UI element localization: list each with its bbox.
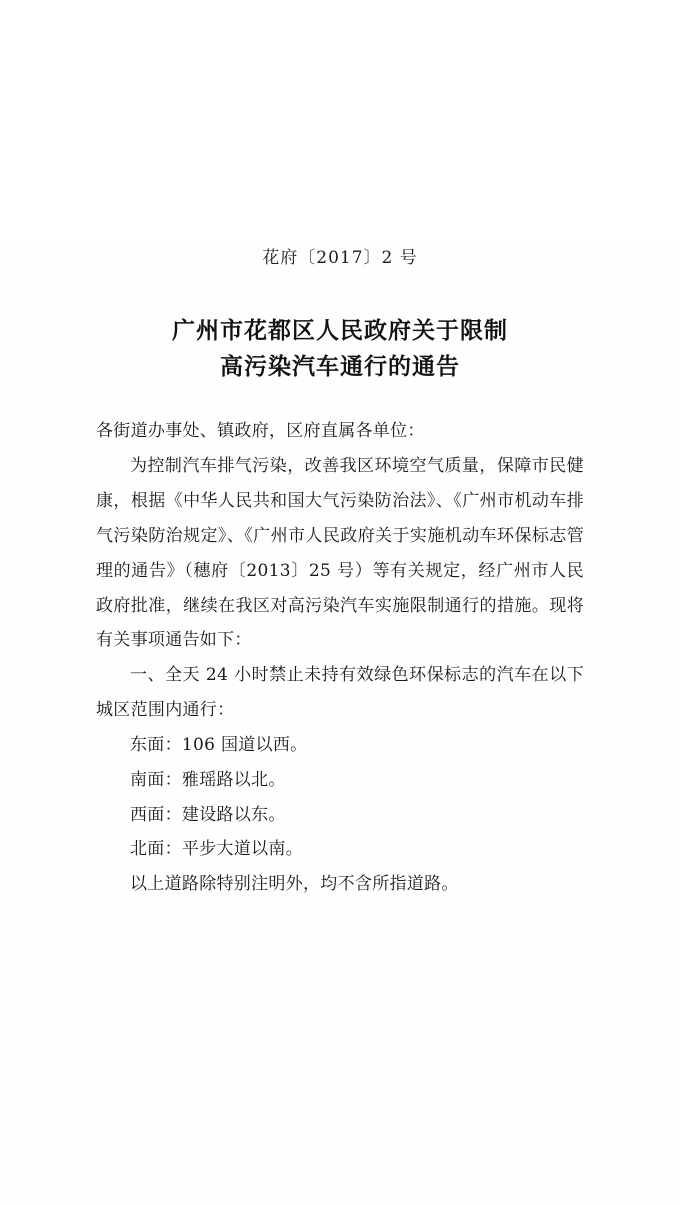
direction-north: 北面：平步大道以南。: [130, 839, 303, 860]
document-title: [96, 313, 584, 384]
body-paragraph-1: 为控制汽车排气污染，改善我区环境空气质量，保障市民健康，根据《中华人民共和国大气污染防治法》、《广州市机动车排气污染防治规定》、《广州市人民政府关于实施机动车环保标志管理的通告》（穗府〔2013〕25 号）等有关规定，经广州市人民政府批准，继续在我区对高污染汽车实施限制通行的措施。现将有关事项通告如下：: [96, 456, 584, 651]
direction-east: 东面：106 国道以西。: [130, 734, 308, 755]
document-title-line-1: 广州市花都区人民政府关于限制: [172, 317, 508, 344]
document-body: [96, 414, 584, 902]
document-title-line-2: 高污染汽车通行的通告: [220, 352, 460, 380]
salutation: 各街道办事处、镇政府，区府直属各单位：: [96, 421, 425, 442]
closing-note: 以上道路除特别注明外，均不含所指道路。: [130, 874, 459, 895]
document-page: [0, 243, 680, 1205]
direction-south: 南面：雅瑶路以北。: [130, 769, 286, 790]
document-number: 花府〔2017〕2 号: [262, 248, 418, 268]
direction-west: 西面：建设路以东。: [130, 804, 286, 825]
body-paragraph-2: 一、全天 24 小时禁止未持有效绿色环保标志的汽车在以下城区范围内通行：: [96, 665, 584, 721]
